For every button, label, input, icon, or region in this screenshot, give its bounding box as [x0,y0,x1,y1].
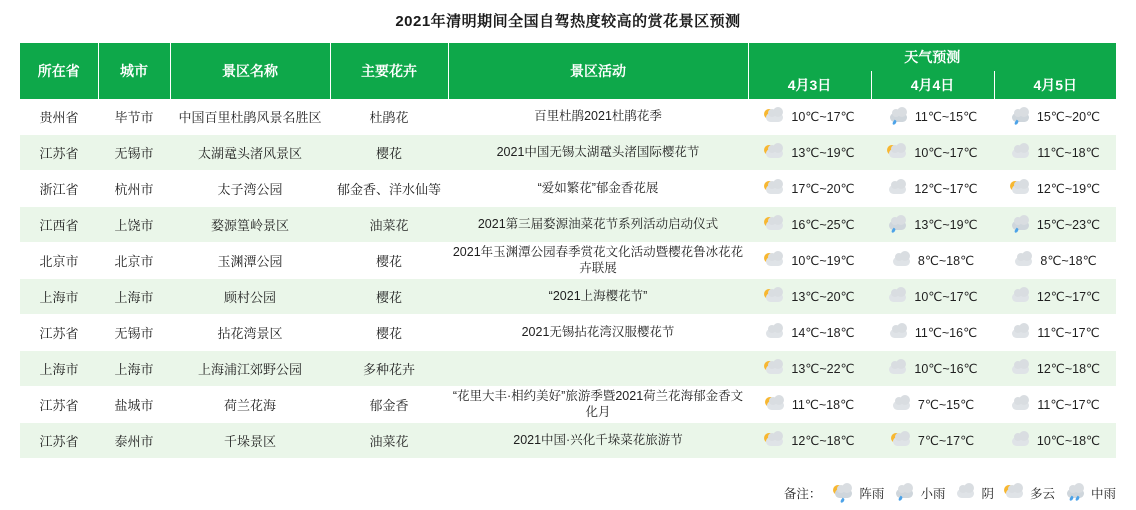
weather-icon-lightrain [1010,109,1032,125]
cell-activity: 2021年玉渊潭公园春季赏花文化活动暨樱花鲁冰花花卉联展 [448,243,748,279]
temperature-range: 13℃~20℃ [791,290,855,304]
cell-flower: 樱花 [330,279,448,315]
table-row [20,207,1116,243]
cell-province: 江苏省 [20,387,98,423]
cell-activity: 2021中国·兴化千垛菜花旅游节 [448,423,748,459]
weather-icon-overcast [1010,397,1032,413]
weather-icon-overcast [888,325,910,341]
cell-city: 杭州市 [98,171,170,207]
temperature-range: 12℃~19℃ [1036,182,1101,196]
col-header-scenic: 景区名称 [170,43,330,99]
weather-cell-day3 [994,135,1116,171]
weather-cell-day1 [748,135,871,171]
table-row [20,135,1116,171]
weather-icon-partly [764,181,786,197]
weather-icon-shower [833,485,855,501]
legend-item [894,484,945,502]
temperature-range: 11℃~18℃ [791,398,855,412]
weather-cell-day1 [748,99,871,135]
weather-icon-partly [764,289,786,305]
weather-cell-day2 [871,423,994,459]
cell-scenic: 荷兰花海 [170,387,330,423]
cell-flower: 樱花 [330,135,448,171]
cell-province: 江苏省 [20,315,98,351]
cell-city: 无锡市 [98,315,170,351]
weather-cell-day3 [994,171,1116,207]
cell-province: 江苏省 [20,423,98,459]
temperature-range: 13℃~22℃ [791,362,855,376]
weather-icon-partly [764,145,786,161]
weather-cell-day3 [994,207,1116,243]
cell-flower: 多种花卉 [330,351,448,387]
cell-province: 上海市 [20,351,98,387]
cell-scenic: 顾村公园 [170,279,330,315]
temperature-range: 10℃~17℃ [791,110,855,124]
legend-item [1065,484,1116,502]
cell-province: 江苏省 [20,135,98,171]
cell-city: 上海市 [98,279,170,315]
weather-icon-partly [887,145,909,161]
weather-cell-day3 [994,351,1116,387]
table-row [20,315,1116,351]
weather-cell-day2 [871,279,994,315]
temperature-range: 11℃~16℃ [914,326,978,340]
weather-icon-lightrain [1010,217,1032,233]
col-header-province: 所在省 [20,43,98,99]
table-row [20,171,1116,207]
table-row [20,423,1116,459]
cell-province: 北京市 [20,243,98,279]
weather-cell-day2 [871,99,994,135]
weather-cell-day2 [871,171,994,207]
cell-activity: “花里大丰·相约美好”旅游季暨2021荷兰花海郁金香文化月 [448,387,748,423]
col-header-day2: 4月4日 [871,71,994,99]
weather-cell-day2 [871,135,994,171]
temperature-range: 10℃~17℃ [914,146,978,160]
weather-cell-day1 [748,207,871,243]
temperature-range: 15℃~23℃ [1036,218,1101,232]
temperature-range: 7℃~15℃ [917,398,975,412]
temperature-range: 13℃~19℃ [791,146,855,160]
temperature-range: 10℃~19℃ [791,254,855,268]
col-header-city: 城市 [98,43,170,99]
cell-province: 贵州省 [20,99,98,135]
weather-cell-day2 [871,387,994,423]
forecast-table [20,43,1116,459]
weather-icon-partly [765,397,787,413]
col-header-day3: 4月5日 [994,71,1116,99]
weather-icon-modrain [1065,485,1087,501]
cell-city: 上饶市 [98,207,170,243]
weather-cell-day2 [871,207,994,243]
legend-label: 备注： [783,487,822,501]
cell-activity: “2021上海樱花节” [448,279,748,315]
temperature-range: 12℃~18℃ [791,434,855,448]
weather-cell-day3 [994,387,1116,423]
temperature-range: 12℃~18℃ [1036,362,1101,376]
table-header [20,43,1116,99]
cell-city: 盐城市 [98,387,170,423]
temperature-range: 8℃~18℃ [917,254,975,268]
cell-scenic: 太子湾公园 [170,171,330,207]
legend-item [1004,484,1055,502]
weather-icon-partly [764,109,786,125]
cell-flower: 油菜花 [330,423,448,459]
weather-icon-overcast [887,361,909,377]
weather-icon-partly [764,217,786,233]
table-row [20,243,1116,279]
cell-province: 上海市 [20,279,98,315]
weather-icon-overcast [1010,289,1032,305]
legend-item [955,484,994,502]
cell-flower: 郁金香 [330,387,448,423]
temperature-range: 10℃~16℃ [914,362,978,376]
temperature-range: 13℃~19℃ [914,218,978,232]
table-row [20,387,1116,423]
cell-flower: 樱花 [330,243,448,279]
cell-flower: 郁金香、洋水仙等 [330,171,448,207]
cell-province: 浙江省 [20,171,98,207]
cell-activity [448,351,748,387]
col-header-day1: 4月3日 [748,71,871,99]
legend-items [833,484,1116,502]
temperature-range: 11℃~18℃ [1037,146,1100,160]
weather-cell-day1 [748,423,871,459]
cell-scenic: 中国百里杜鹃风景名胜区 [170,99,330,135]
cell-scenic: 上海浦江郊野公园 [170,351,330,387]
weather-cell-day2 [871,315,994,351]
weather-icon-partly [764,253,786,269]
weather-icon-overcast [887,289,909,305]
legend-item-label: 小雨 [920,487,946,501]
cell-city: 泰州市 [98,423,170,459]
weather-icon-lightrain [894,485,916,501]
table-row [20,99,1116,135]
table-row [20,351,1116,387]
cell-scenic: 拈花湾景区 [170,315,330,351]
temperature-range: 17℃~20℃ [791,182,855,196]
legend-item-label: 阵雨 [859,487,885,501]
weather-icon-overcast [891,397,913,413]
legend-item-label: 中雨 [1090,487,1116,501]
cell-province: 江西省 [20,207,98,243]
legend-item-label: 阴 [981,487,994,501]
cell-city: 无锡市 [98,135,170,171]
weather-cell-day3 [994,423,1116,459]
cell-scenic: 太湖鼋头渚风景区 [170,135,330,171]
weather-cell-day3 [994,243,1116,279]
table-body [20,99,1116,459]
weather-icon-overcast [1010,433,1032,449]
cell-scenic: 玉渊潭公园 [170,243,330,279]
weather-cell-day1 [748,315,871,351]
col-header-flower: 主要花卉 [330,43,448,99]
col-header-weather-group: 天气预测 [748,43,1116,71]
temperature-range: 11℃~17℃ [1037,326,1100,340]
page-title: 2021年清明期间全国自驾热度较高的赏花景区预测 [395,13,741,30]
cell-activity: “爱如繁花”郁金香花展 [448,171,748,207]
weather-icon-overcast [1010,145,1032,161]
weather-cell-day3 [994,315,1116,351]
temperature-range: 14℃~18℃ [791,326,855,340]
temperature-range: 11℃~15℃ [914,110,978,124]
weather-icon-overcast [1010,325,1032,341]
cell-scenic: 千垛景区 [170,423,330,459]
weather-cell-day3 [994,99,1116,135]
temperature-range: 7℃~17℃ [917,434,975,448]
weather-icon-overcast [1013,253,1035,269]
weather-icon-overcast [764,325,786,341]
legend [784,484,1116,502]
temperature-range: 8℃~18℃ [1040,254,1097,268]
weather-cell-day1 [748,243,871,279]
weather-cell-day1 [748,171,871,207]
weather-cell-day1 [748,387,871,423]
temperature-range: 16℃~25℃ [791,218,855,232]
weather-cell-day2 [871,351,994,387]
weather-icon-partly [764,433,786,449]
cell-activity: 百里杜鹃2021杜鹃花季 [448,99,748,135]
weather-icon-overcast [887,181,909,197]
col-header-activity: 景区活动 [448,43,748,99]
temperature-range: 10℃~17℃ [914,290,978,304]
weather-icon-lightrain [887,217,909,233]
cell-flower: 杜鹃花 [330,99,448,135]
weather-icon-lightrain [888,109,910,125]
temperature-range: 11℃~17℃ [1037,398,1100,412]
cell-scenic: 婺源篁岭景区 [170,207,330,243]
weather-icon-overcast [955,485,977,501]
weather-cell-day1 [748,351,871,387]
weather-icon-partly [764,361,786,377]
weather-cell-day1 [748,279,871,315]
weather-icon-partly [1010,181,1032,197]
weather-icon-overcast [1010,361,1032,377]
legend-item [833,484,884,502]
weather-cell-day3 [994,279,1116,315]
temperature-range: 15℃~20℃ [1036,110,1101,124]
cell-activity: 2021中国无锡太湖鼋头渚国际樱花节 [448,135,748,171]
table-row [20,279,1116,315]
cell-activity: 2021无锡拈花湾汉服樱花节 [448,315,748,351]
weather-icon-partly [1004,485,1026,501]
cell-activity: 2021第三届婺源油菜花节系列活动启动仪式 [448,207,748,243]
temperature-range: 12℃~17℃ [914,182,978,196]
weather-icon-partly [891,433,913,449]
cell-flower: 油菜花 [330,207,448,243]
cell-city: 上海市 [98,351,170,387]
weather-icon-overcast [891,253,913,269]
temperature-range: 10℃~18℃ [1036,434,1101,448]
cell-city: 北京市 [98,243,170,279]
weather-cell-day2 [871,243,994,279]
cell-flower: 樱花 [330,315,448,351]
temperature-range: 12℃~17℃ [1036,290,1101,304]
legend-item-label: 多云 [1029,487,1055,501]
cell-city: 毕节市 [98,99,170,135]
